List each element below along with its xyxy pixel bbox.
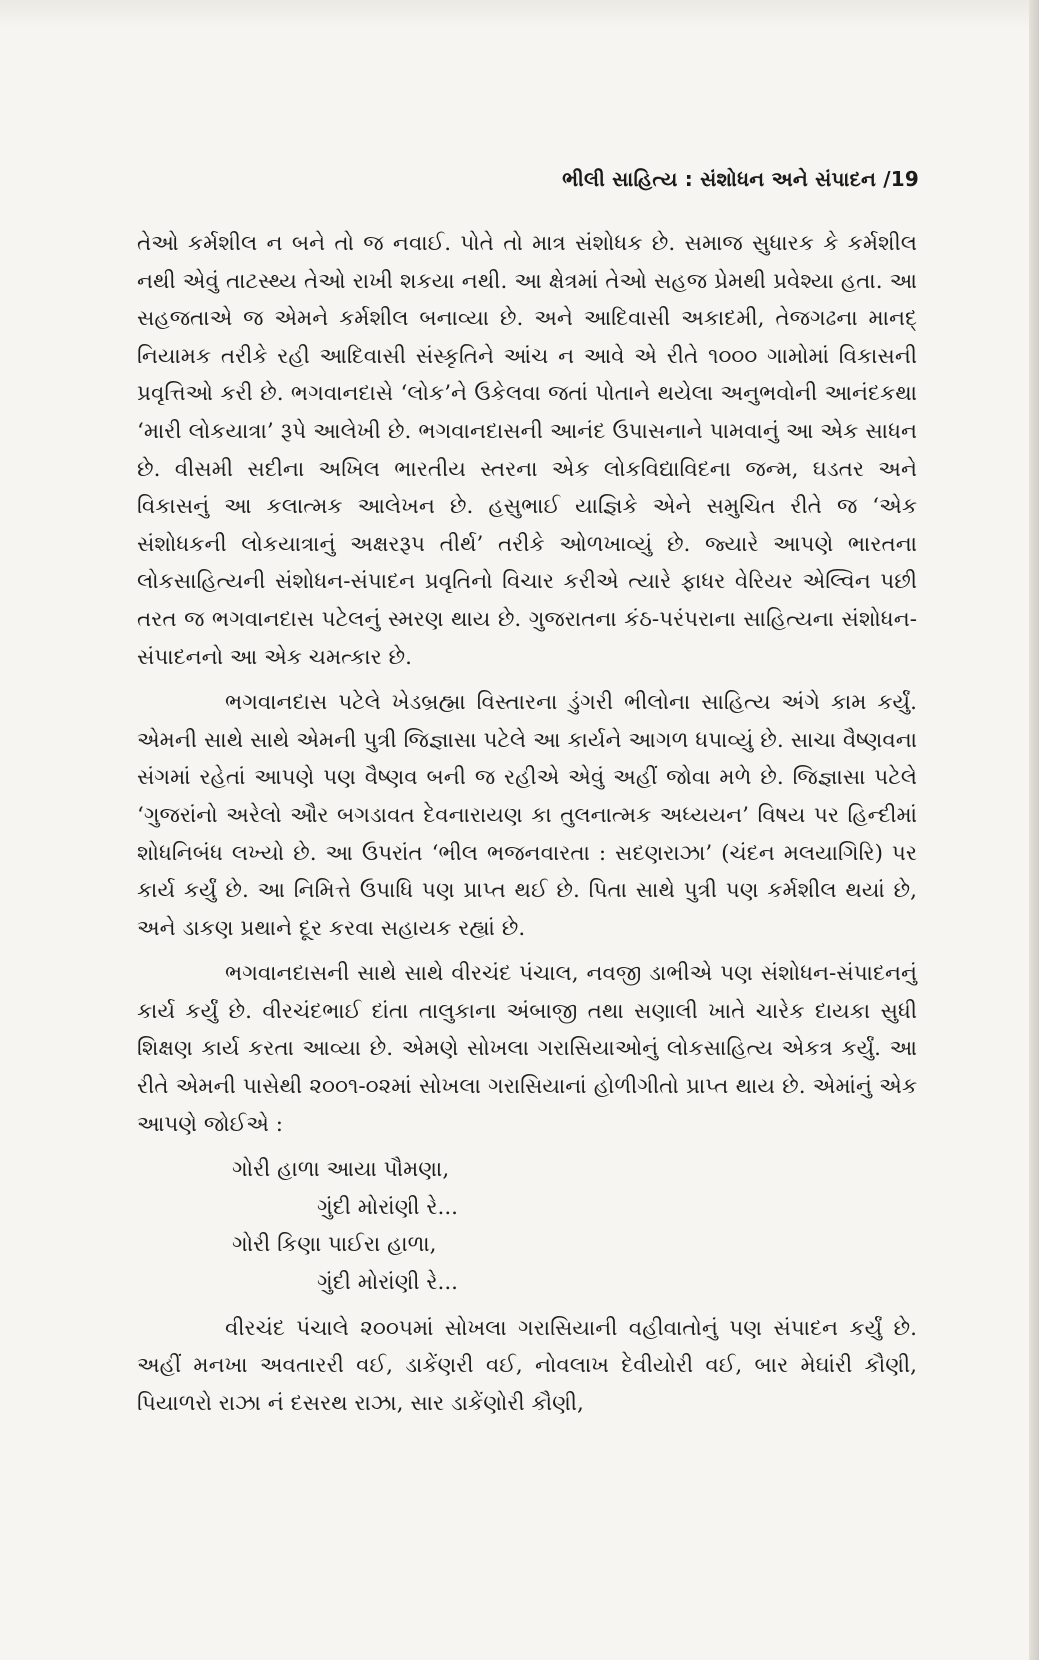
paragraph: ભગવાનદાસની સાથે સાથે વીરચંદ પંચાલ, નવજી ડાભીએ પણ સંશોધન-સંપાદનનું કાર્ય કર્યું છે. વીરચંદભાઈ દાંતા તાલુકાના અંબાજી તથા સણાલી ખાતે ચારેક દાયકા સુધી શિક્ષણ કાર્ય કરતા આવ્યા છે. એમણે સોખલા ગરાસિયાઓનું લોકસાહિત્ય એકત્ર કર્યું. આ રીતે એમની પાસેથી ૨૦૦૧-૦૨માં સોખલા ગરાસિયાનાં હોળીગીતો પ્રાપ્ત થાય છે. એમાંનું એક આપણે જોઈએ : [137, 961, 917, 1137]
poem-line: ગુંદી મોરાંણી રે... [317, 1270, 458, 1296]
paragraph: તેઓ કર્મશીલ ન બને તો જ નવાઈ. પોતે તો માત્ર સંશોધક છે. સમાજ સુધારક કે કર્મશીલ નથી એવું તાટસ્થ્ય તેઓ રાખી શકયા નથી. આ ક્ષેત્રમાં તેઓ સહજ પ્રેમથી પ્રવેશ્યા હતા. આ સહજતાએ જ એમને કર્મશીલ બનાવ્યા છે. અને આદિવાસી અકાદમી, તેજગઢના માનદ્ નિયામક તરીકે રહી આદિવાસી સંસ્કૃતિને આંચ ન આવે એ રીતે ૧૦૦૦ ગામોમાં વિકાસની પ્રવૃત્તિઓ કરી છે. ભગવાનદાસે ‘લોક’ને ઉકેલવા જતાં પોતાને થયેલા અનુભવોની આનંદકથા ‘મારી લોકયાત્રા’ રૂપે આલેખી છે. ભગવાનદાસની આનંદ ઉપાસનાને પામવાનું આ એક સાધન છે. વીસમી સદીના અખિલ ભારતીય સ્તરના એક લોકવિદ્યાવિદના જન્મ, ઘડતર અને વિકાસનું આ કલાત્મક આલેખન છે. હસુભાઈ યાજ્ઞિકે એને સમુચિત રીતે જ ‘એક સંશોધકની લોકયાત્રાનું અક્ષરરૂપ તીર્થ’ તરીકે ઓળખાવ્યું છે. જ્યારે આપણે ભારતના લોકસાહિત્યની સંશોધન-સંપાદન પ્રવૃતિનો વિચાર કરીએ ત્યારે ફાધર વેરિયર એલ્વિન પછી તરત જ ભગવાનદાસ પટેલનું સ્મરણ થાય છે. ગુજરાતના કંઠ-પરંપરાના સાહિત્યના સંશોધન-સંપાદનનો આ એક ચમત્કાર છે. [137, 231, 917, 670]
paragraph: ભગવાનદાસ પટેલે ખેડબ્રહ્મા વિસ્તારના ડુંગરી ભીલોના સાહિત્ય અંગે કામ કર્યું. એમની સાથે સાથે એમની પુત્રી જિજ્ઞાસા પટેલે આ કાર્યને આગળ ધપાવ્યું છે. સાચા વૈષ્ણવના સંગમાં રહેતાં આપણે પણ વૈષ્ણવ બની જ રહીએ એવું અહીં જોવા મળે છે. જિજ્ઞાસા પટેલે ‘ગુજરાંનો અરેલો ઔર બગડાવત દેવનારાયણ કા તુલનાત્મક અધ્યયન’ વિષય પર હિન્દીમાં શોધનિબંધ લખ્યો છે. આ ઉપરાંત ‘ભીલ ભજનવારતા : સદણરાઝા’ (ચંદન મલયાગિરિ) પર કાર્ય કર્યું છે. આ નિમિત્તે ઉપાધિ પણ પ્રાપ્ત થઈ છે. પિતા સાથે પુત્રી પણ કર્મશીલ થયાં છે, અને ડાકણ પ્રથાને દૂર કરવા સહાયક રહ્યાં છે. [137, 690, 917, 941]
poem-line: ગોરી હાળા આયા પૌમણા, [232, 1157, 450, 1183]
paragraph: વીરચંદ પંચાલે ૨૦૦૫માં સોખલા ગરાસિયાની વહીવાતોનું પણ સંપાદન કર્યું છે. અહીં મનખા અવતારરી વઈ, ડાકેંણરી વઈ, નોવલાખ દેવીયોરી વઈ, બાર મેઘાંરી કૌણી, પિયાળરો રાઝા નં દસરથ રાઝા, સાર ડાકેંણોરી કૌણી, [137, 1315, 917, 1416]
body-text [137, 225, 917, 1430]
poem-line: ગુંદી મોરાંણી રે... [317, 1194, 458, 1220]
poem-line: ગોરી કિણા પાઈરા હાળા, [232, 1232, 437, 1258]
poem [232, 1151, 917, 1301]
running-header: ભીલી સાહિત્ય : સંશોધન અને સંપાદન /19 [562, 167, 919, 191]
page-edge [1029, 0, 1039, 1660]
page-top-shadow [0, 0, 1029, 28]
